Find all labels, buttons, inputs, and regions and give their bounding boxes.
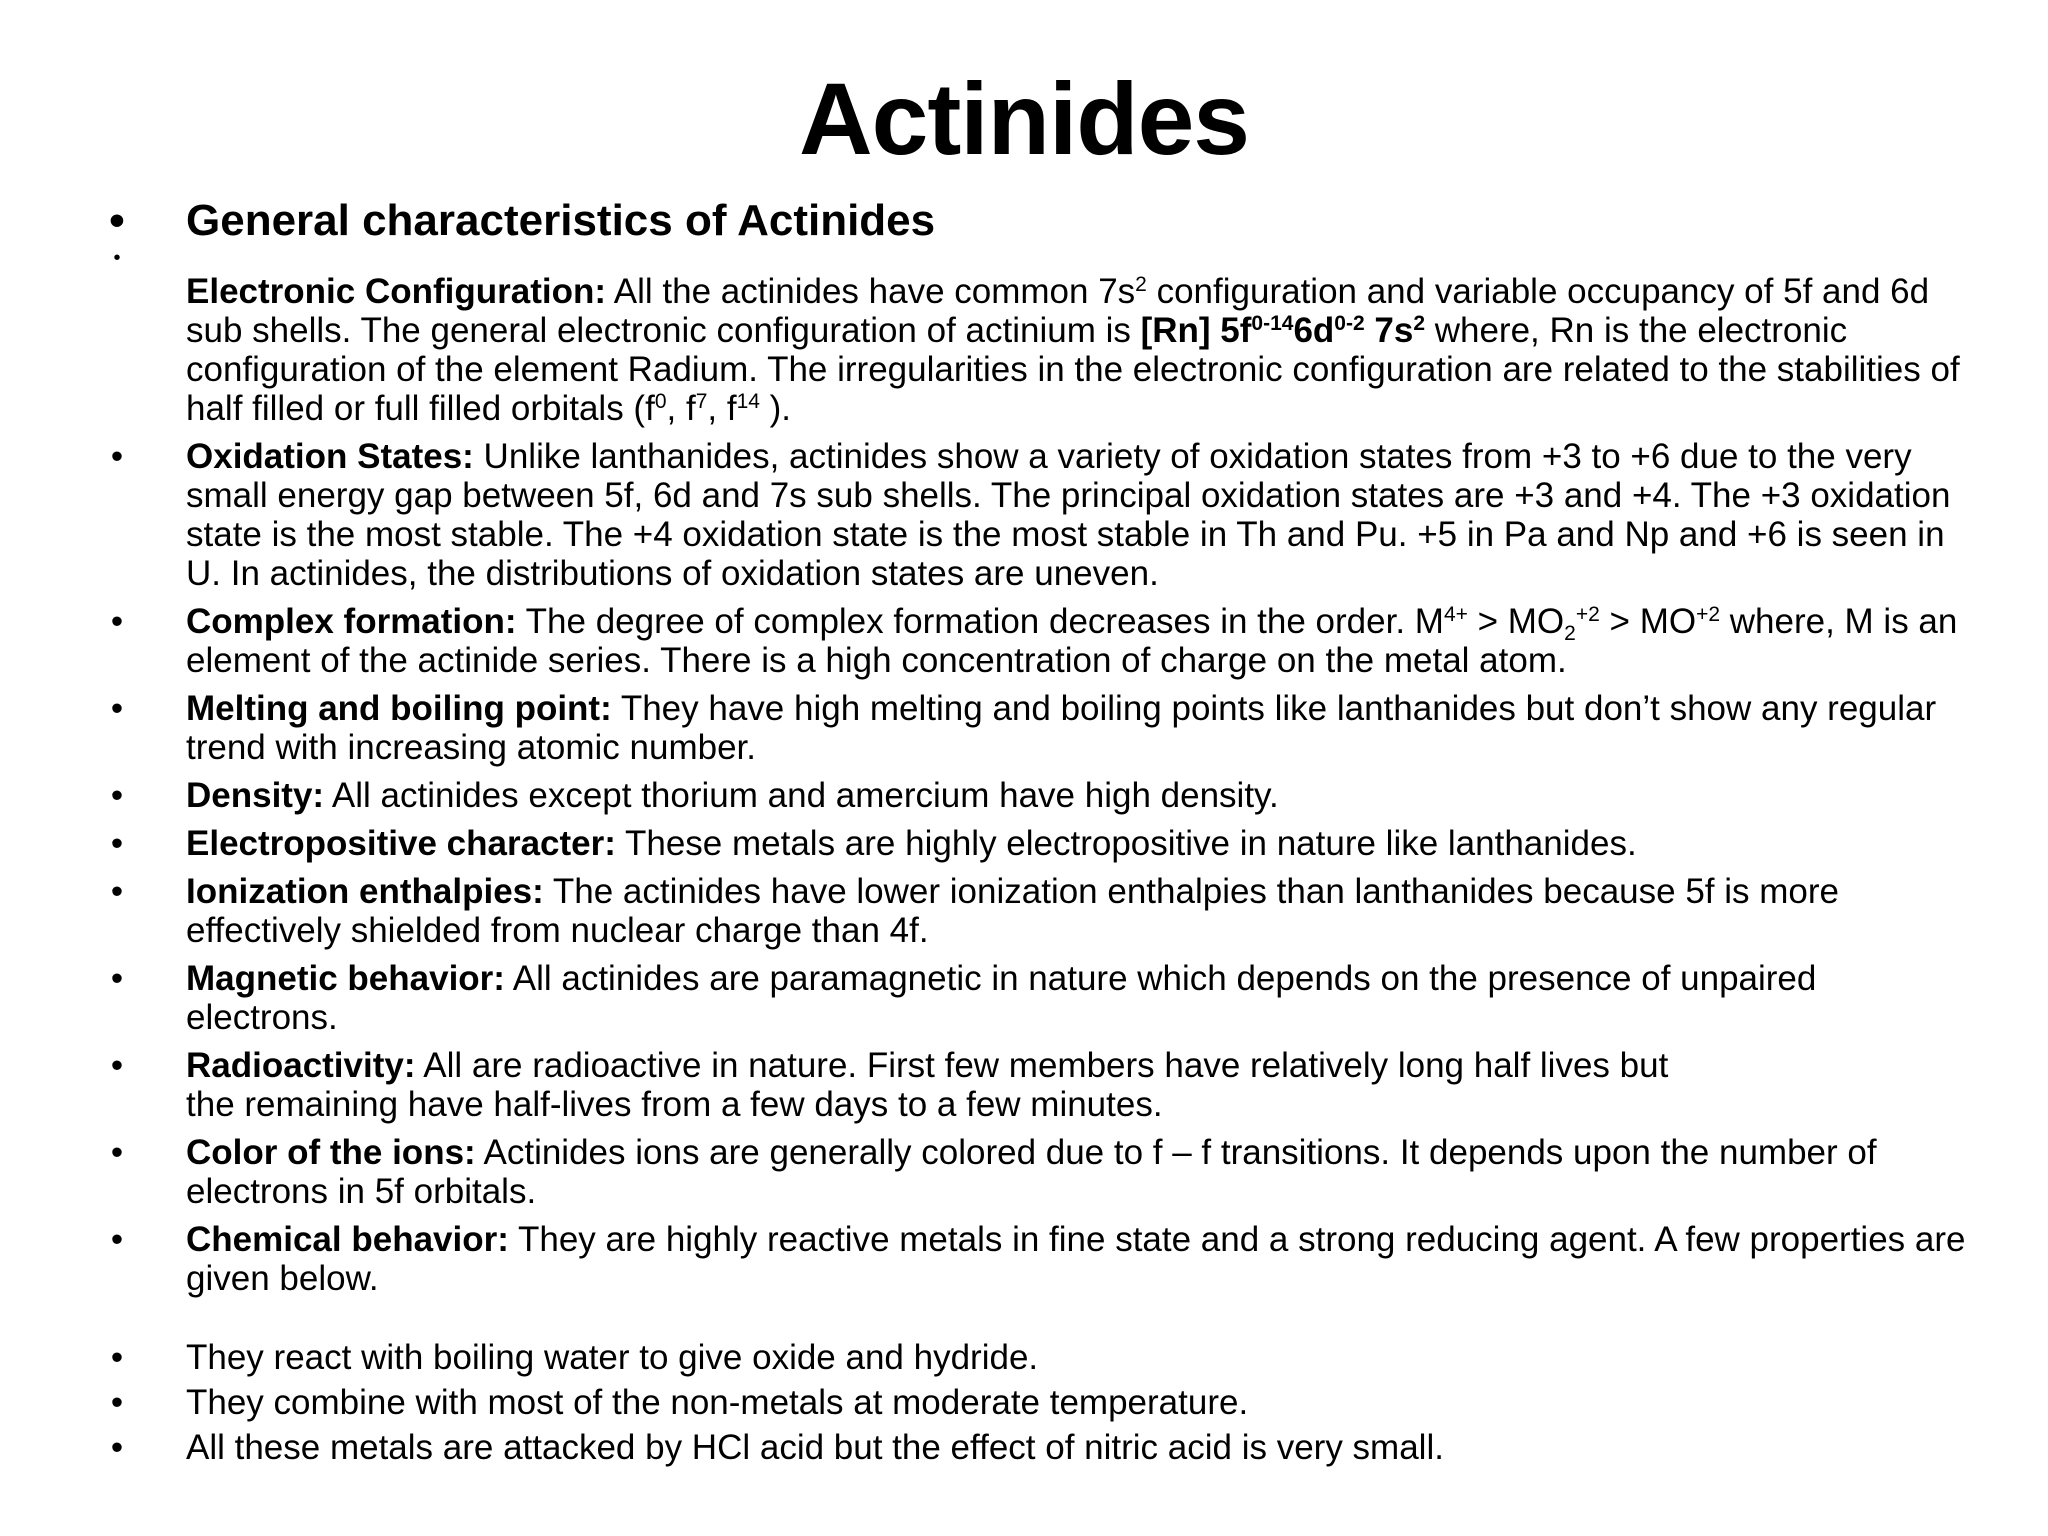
list-item-magnetic bbox=[106, 959, 1966, 1037]
bullet-icon: • bbox=[110, 776, 124, 815]
item-text: They combine with most of the non-metals at moderate temperature. bbox=[186, 1383, 1249, 1422]
subscript: 2 bbox=[1564, 622, 1576, 646]
item-lead: Color of the ions: bbox=[186, 1133, 476, 1172]
item-text: All the actinides have common 7s bbox=[606, 272, 1136, 311]
item-lead: Magnetic behavior: bbox=[186, 959, 505, 998]
bullet-icon: • bbox=[110, 872, 124, 911]
item-text: All actinides are paramagnetic in nature which depends on the presence of unpaired electrons. bbox=[186, 959, 1817, 1037]
superscript: 4+ bbox=[1443, 603, 1468, 627]
superscript: 0-14 bbox=[1251, 312, 1294, 336]
item-text: where, M is an element of the actinide series. There is a high concentration of charge on the metal atom. bbox=[186, 602, 1958, 680]
item-text: where, Rn is the electronic configuration of the element Radium. The irregularities in the electronic configuration are related to the stabilities of half filled or full filled orbitals (f bbox=[186, 311, 1960, 428]
item-text: Actinides ions are generally colored due to f – f transitions. It depends upon the number of electrons in 5f orbitals. bbox=[186, 1133, 1877, 1211]
section-heading bbox=[106, 194, 1966, 248]
bullet-icon: • bbox=[110, 1046, 124, 1085]
bullet-icon: • bbox=[109, 196, 125, 245]
superscript: 7 bbox=[695, 390, 708, 414]
item-text: ). bbox=[759, 389, 792, 428]
item-text: > MO bbox=[1599, 602, 1697, 641]
item-lead: Density: bbox=[186, 776, 325, 815]
item-text: configuration and variable occupancy of 5f and 6d sub shells. The general electronic configuration of actinium is bbox=[186, 272, 1930, 350]
bullet-icon: • bbox=[110, 959, 124, 998]
item-text: All these metals are attacked by HCl acid but the effect of nitric acid is very small. bbox=[186, 1428, 1444, 1467]
slide-title: Actinides bbox=[798, 62, 1250, 176]
item-text: They react with boiling water to give oxide and hydride. bbox=[186, 1338, 1039, 1377]
bullet-icon: • bbox=[110, 1338, 124, 1377]
list-item-property bbox=[106, 1383, 1966, 1422]
list-item-oxidation-states bbox=[106, 437, 1966, 593]
formula-part: [Rn] 5f bbox=[1140, 311, 1252, 350]
list-item-melting-boiling bbox=[106, 689, 1966, 767]
item-text: These metals are highly electropositive in nature like lanthanides. bbox=[615, 824, 1637, 863]
item-text: All actinides except thorium and amercium have high density. bbox=[324, 776, 1279, 815]
superscript: +2 bbox=[1696, 603, 1721, 627]
list-item-complex-formation bbox=[106, 602, 1966, 680]
bullet-icon: • bbox=[110, 824, 124, 863]
list-item-electropositive bbox=[106, 824, 1966, 863]
formula-part: 7s bbox=[1364, 311, 1414, 350]
superscript: 0 bbox=[654, 390, 667, 414]
list-item-density bbox=[106, 776, 1966, 815]
item-text: They have high melting and boiling points like lanthanides but don’t show any regular trend with increasing atomic number. bbox=[186, 689, 1937, 767]
item-lead: Oxidation States: bbox=[186, 437, 474, 476]
list-item-chemical-behavior bbox=[106, 1220, 1966, 1298]
superscript: 0-2 bbox=[1334, 312, 1365, 336]
item-text-line2: the remaining have half-lives from a few days to a few minutes. bbox=[186, 1085, 1163, 1124]
list-item-property bbox=[106, 1428, 1966, 1467]
empty-bullet bbox=[106, 247, 1966, 269]
item-text: , f bbox=[707, 389, 737, 428]
item-text: All are radioactive in nature. First few members have relatively long half lives but bbox=[415, 1046, 1669, 1085]
bullet-icon: • bbox=[110, 689, 124, 728]
bullet-icon: • bbox=[113, 247, 121, 269]
item-lead: Complex formation: bbox=[186, 602, 517, 641]
item-lead: Melting and boiling point: bbox=[186, 689, 612, 728]
item-text: > MO bbox=[1467, 602, 1565, 641]
list-item-property bbox=[106, 1338, 1966, 1377]
superscript: 2 bbox=[1413, 312, 1425, 336]
item-text: Unlike lanthanides, actinides show a variety of oxidation states from +3 to +6 due to the very small energy gap between 5f, 6d and 7s sub shells. The principal oxidation states are +3 and +4. The +3 oxidation state is the most stable. The +4 oxidation state is the most stable in Th and Pu. +5 in Pa and Np and +6 is seen in U. In actinides, the distributions of oxidation states are uneven. bbox=[186, 437, 1951, 593]
superscript: 2 bbox=[1135, 273, 1147, 297]
item-text: The actinides have lower ionization enthalpies than lanthanides because 5f is more effectively shielded from nuclear charge than 4f. bbox=[186, 872, 1839, 950]
item-lead: Radioactivity: bbox=[186, 1046, 416, 1085]
formula-bold bbox=[1141, 311, 1425, 350]
item-text: The degree of complex formation decreases in the order. M bbox=[516, 602, 1444, 641]
list-item-electronic-configuration bbox=[106, 272, 1966, 428]
item-lead: Electropositive character: bbox=[186, 824, 616, 863]
bullet-icon: • bbox=[110, 1383, 124, 1422]
item-lead: Electronic Configuration: bbox=[186, 272, 606, 311]
item-text: , f bbox=[666, 389, 696, 428]
formula-part: 6d bbox=[1293, 311, 1335, 350]
bullet-icon: • bbox=[110, 437, 124, 476]
list-item-color-ions bbox=[106, 1133, 1966, 1211]
bullet-icon: • bbox=[110, 1133, 124, 1172]
bullet-icon: • bbox=[110, 1428, 124, 1467]
bullet-icon: • bbox=[110, 1220, 124, 1259]
item-lead: Chemical behavior: bbox=[186, 1220, 509, 1259]
bullet-icon: • bbox=[110, 602, 124, 641]
item-lead: Ionization enthalpies: bbox=[186, 872, 544, 911]
superscript: 14 bbox=[736, 390, 760, 414]
item-text: They are highly reactive metals in fine state and a strong reducing agent. A few properties are given below. bbox=[186, 1220, 1966, 1298]
list-item-ionization bbox=[106, 872, 1966, 950]
superscript: +2 bbox=[1575, 603, 1600, 627]
heading-text: General characteristics of Actinides bbox=[186, 196, 936, 245]
list-item-radioactivity bbox=[106, 1046, 1966, 1124]
bullet-list bbox=[106, 194, 1966, 1467]
